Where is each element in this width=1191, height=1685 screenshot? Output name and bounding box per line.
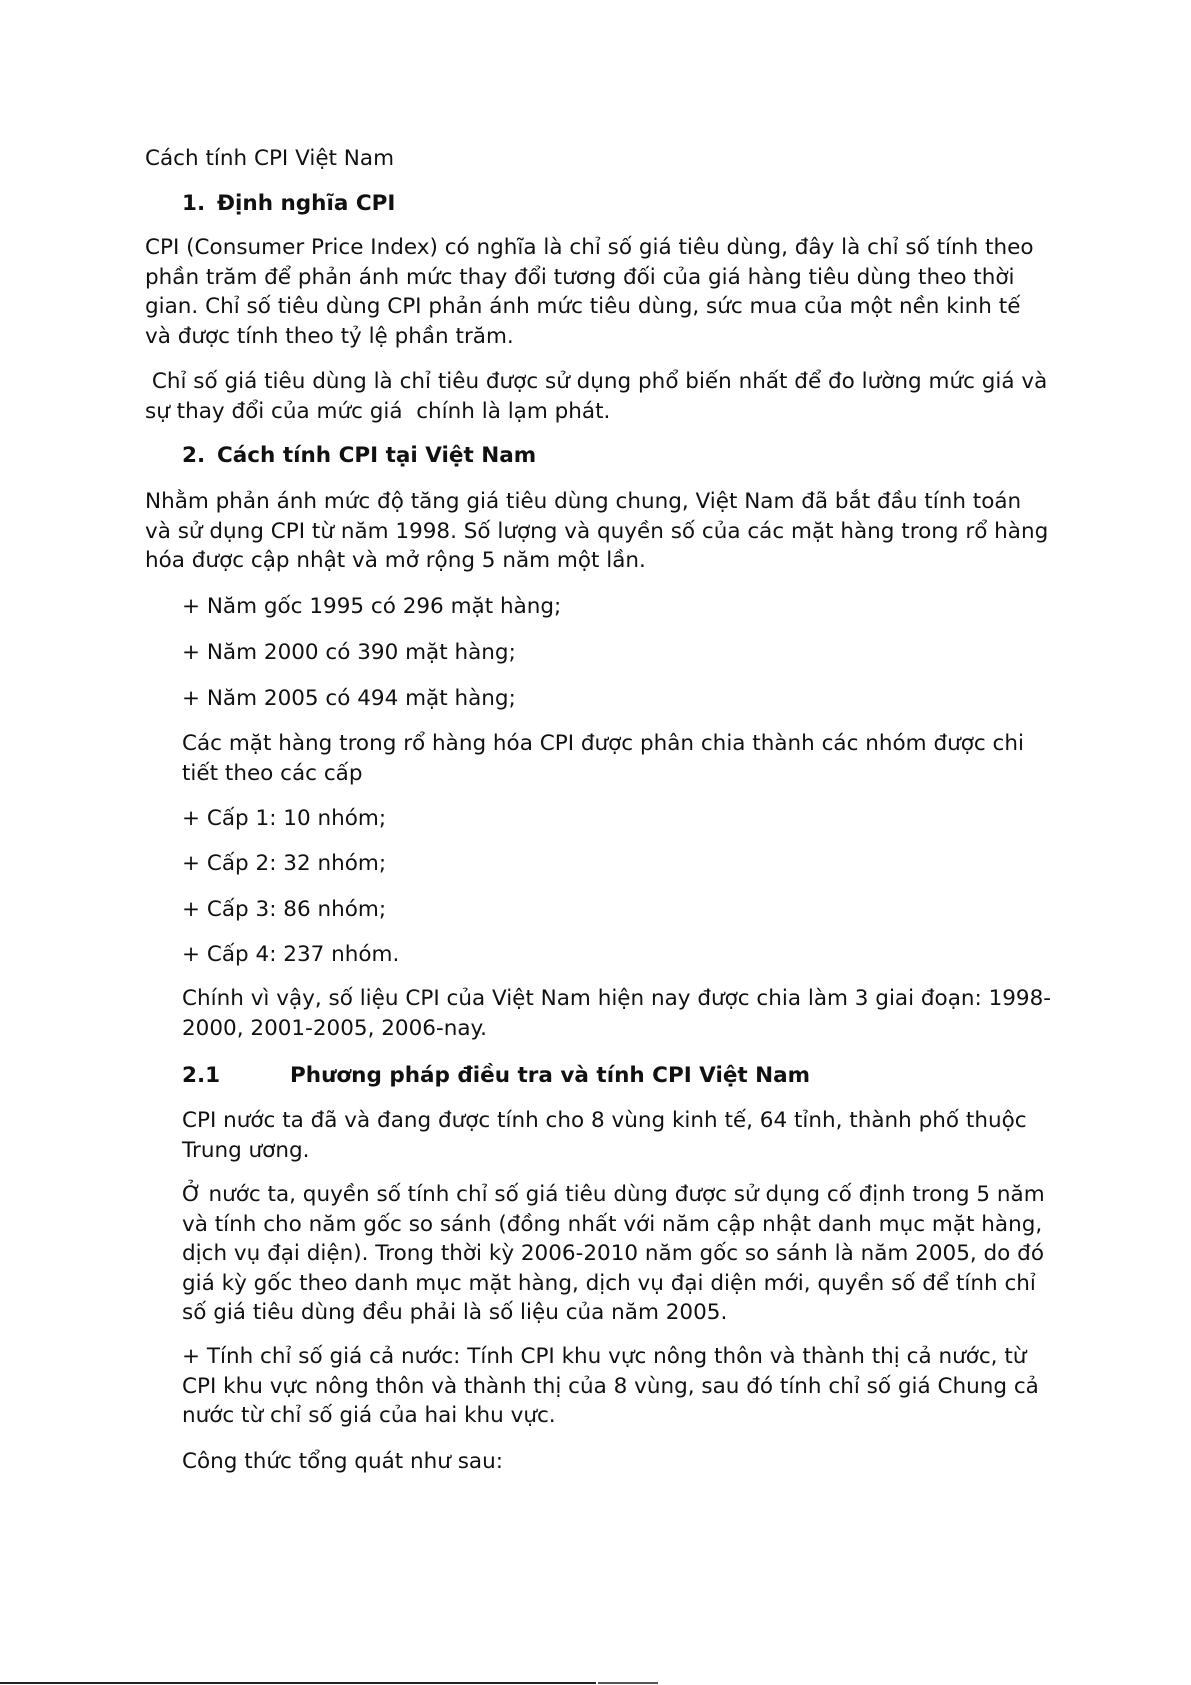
base-year-item: + Năm 2000 có 390 mặt hàng;	[182, 640, 516, 665]
base-year-item: + Năm gốc 1995 có 296 mặt hàng;	[182, 594, 562, 619]
formula-intro-paragraph: Công thức tổng quát như sau:	[182, 1449, 503, 1474]
definition-paragraph: CPI (Consumer Price Index) có nghĩa là chỉ số giá tiêu dùng, đây là chỉ số tính theo phần trăm để phản ánh mức thay đổi tương đối của giá hàng tiêu dùng theo thời gian. Chỉ số tiêu dùng CPI phản ánh mức tiêu dùng, sức mua của một nền kinh tế và được tính theo tỷ lệ phần trăm.	[145, 235, 1034, 349]
groups-intro-paragraph: Các mặt hàng trong rổ hàng hóa CPI được phân chia thành các nhóm được chi tiết theo các cấp	[182, 731, 1024, 786]
level-item: + Cấp 3: 86 nhóm;	[182, 897, 387, 922]
level-item: + Cấp 4: 237 nhóm.	[182, 942, 400, 967]
section-2-title: Cách tính CPI tại Việt Nam	[217, 443, 537, 468]
regions-paragraph: CPI nước ta đã và đang được tính cho 8 vùng kinh tế, 64 tỉnh, thành phố thuộc Trung ương.	[182, 1108, 1027, 1163]
section-1-heading	[182, 189, 395, 219]
section-1-title: Định nghĩa CPI	[217, 191, 396, 216]
section-2-1-title: Phương pháp điều tra và tính CPI Việt Nam	[290, 1063, 811, 1088]
section-2-number: 2.	[182, 443, 206, 468]
level-item: + Cấp 2: 32 nhóm;	[182, 851, 387, 876]
level-item: + Cấp 1: 10 nhóm;	[182, 806, 387, 831]
weights-paragraph: Ở nước ta, quyền số tính chỉ số giá tiêu dùng được sử dụng cố định trong 5 năm và tính cho năm gốc so sánh (đồng nhất với năm cập nhật danh mục mặt hàng, dịch vụ đại diện). Trong thời kỳ 2006-2010 năm gốc so sánh là năm 2005, do đó giá kỳ gốc theo danh mục mặt hàng, dịch vụ đại diện mới, quyền số để tính chỉ số giá tiêu dùng đều phải là số liệu của năm 2005.	[182, 1182, 1045, 1325]
page-bottom-rule	[0, 1682, 596, 1684]
periods-paragraph: Chính vì vậy, số liệu CPI của Việt Nam hiện nay được chia làm 3 giai đoạn: 1998-2000, 2001-2005, 2006-nay.	[182, 986, 1052, 1041]
section-2-1-number: 2.1	[182, 1063, 221, 1088]
page-bottom-rule-fragment	[598, 1682, 658, 1684]
base-year-item: + Năm 2005 có 494 mặt hàng;	[182, 686, 516, 711]
section-2-intro-paragraph: Nhằm phản ánh mức độ tăng giá tiêu dùng chung, Việt Nam đã bắt đầu tính toán và sử dụng CPI từ năm 1998. Số lượng và quyền số của các mặt hàng trong rổ hàng hóa được cập nhật và mở rộng 5 năm một lần.	[145, 489, 1049, 573]
section-2-heading	[182, 441, 536, 471]
section-2-1-heading	[182, 1061, 810, 1091]
usage-paragraph: Chỉ số giá tiêu dùng là chỉ tiêu được sử dụng phổ biến nhất để đo lường mức giá và sự thay đổi của mức giá chính là lạm phát.	[145, 369, 1055, 424]
national-index-paragraph: + Tính chỉ số giá cả nước: Tính CPI khu vực nông thôn và thành thị cả nước, từ CPI khu vực nông thôn và thành thị của 8 vùng, sau đó tính chỉ số giá Chung cả nước từ chỉ số giá của hai khu vực.	[182, 1344, 1039, 1428]
document-title: Cách tính CPI Việt Nam	[145, 146, 395, 171]
section-1-number: 1.	[182, 191, 206, 216]
